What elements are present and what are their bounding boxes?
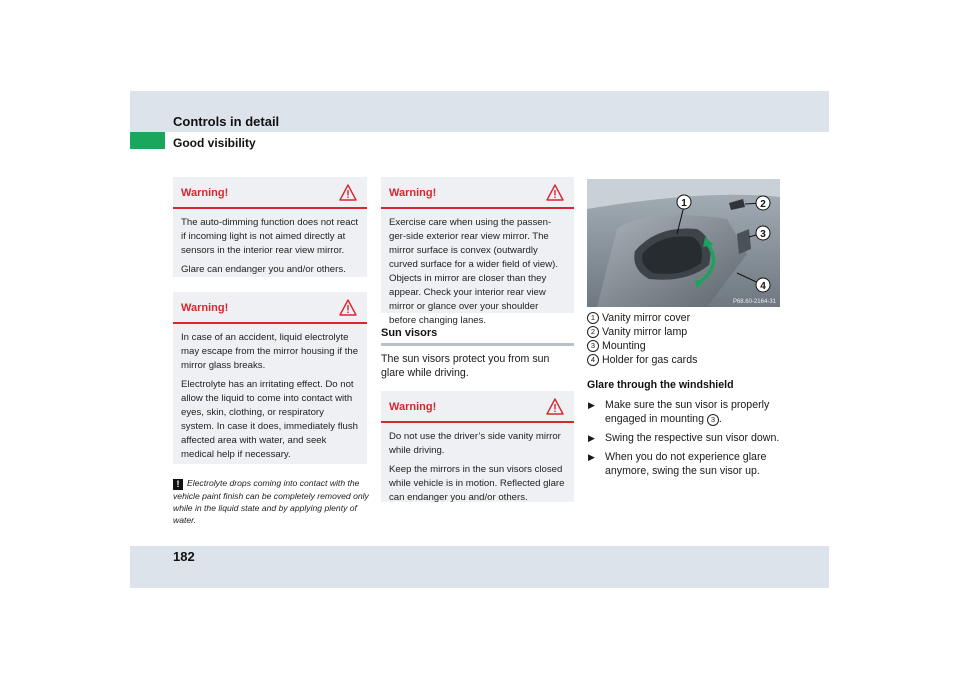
warning-triangle-icon xyxy=(339,299,357,316)
callout-number: 2 xyxy=(760,199,766,210)
warning-triangle-icon xyxy=(546,398,564,415)
footer-band xyxy=(130,546,829,588)
warning-header xyxy=(173,292,367,324)
warning-box-electrolyte xyxy=(173,292,367,464)
exclamation-note-icon: ! xyxy=(173,479,183,490)
warning-triangle-icon xyxy=(339,184,357,201)
note-text: Electrolyte drops coming into contact with the vehicle paint finish can be completely removed only while in the liquid state and by applying plenty of water. xyxy=(173,478,369,525)
callout-number: 3 xyxy=(760,229,766,240)
subsection-title: Good visibility xyxy=(173,136,256,150)
sun-visors-intro: The sun visors protect you from sun glare while driving. xyxy=(381,353,550,379)
callout-label: Holder for gas cards xyxy=(602,354,698,366)
warning-title: Warning! xyxy=(181,302,229,314)
callout-item xyxy=(587,339,797,353)
instruction-step xyxy=(587,431,787,445)
warning-paragraph: In case of an accident, liquid electrolyte may escape from the mirror housing if the mirror glass breaks. xyxy=(181,332,359,371)
warning-box-auto-dimming xyxy=(173,177,367,277)
paint-damage-note xyxy=(173,477,369,526)
callout-number: 4 xyxy=(760,281,766,292)
step-text: Make sure the sun visor is properly engaged in mounting 3 . xyxy=(605,399,770,425)
mounting-ref-number: 3 xyxy=(707,414,719,426)
instruction-step xyxy=(587,450,787,478)
callout-label: Mounting xyxy=(602,340,646,352)
callout-marker-2 xyxy=(756,196,770,210)
image-code: P68.60-2164-31 xyxy=(732,299,776,305)
warning-triangle-icon xyxy=(546,184,564,201)
warning-box-convex-mirror xyxy=(381,177,574,326)
warning-title: Warning! xyxy=(389,187,437,199)
warning-paragraph: Glare can endanger you and/or others. xyxy=(181,264,346,275)
step-arrow-icon: ▶ xyxy=(588,452,595,462)
step-text: Swing the respective sun visor down. xyxy=(605,432,780,444)
step-text: When you do not experience glare anymore, swing the sun visor up. xyxy=(605,451,767,477)
section-color-tab xyxy=(130,132,165,149)
warning-box-vanity-mirror xyxy=(381,391,574,502)
callout-number: 1 xyxy=(587,312,599,324)
callout-label: Vanity mirror cover xyxy=(602,312,691,324)
warning-paragraph: The auto-dimming function does not react if incoming light is not aimed directly at sensors in the interior rear view mirror. xyxy=(181,217,359,256)
section-title: Controls in detail xyxy=(173,114,280,129)
callout-item xyxy=(587,325,797,339)
warning-paragraph: Exercise care when using the passen-ger-side exterior rear view mirror. The mirror surface is convex (outwardly curved surface for a wider field of view). Objects in mirror are closer than they appear. Check your interior rear view mirror or glance over your shoulder before changing lanes. xyxy=(389,217,559,326)
sun-visor-photo xyxy=(587,179,780,307)
page-number: 182 xyxy=(173,549,195,564)
step-arrow-icon: ▶ xyxy=(588,400,595,410)
warning-title: Warning! xyxy=(181,187,229,199)
callout-number: 3 xyxy=(587,340,599,352)
callout-number: 1 xyxy=(681,198,687,209)
callout-marker-4 xyxy=(756,278,770,292)
warning-paragraph: Electrolyte has an irritating effect. Do not allow the liquid to come into contact with eyes, skin, clothing, or respiratory system. In case it does, immediately flush affected area with water, and seek medical help if necessary. xyxy=(181,379,359,460)
callout-label: Vanity mirror lamp xyxy=(602,326,688,338)
step-arrow-icon: ▶ xyxy=(588,433,595,443)
warning-body xyxy=(381,209,574,339)
warning-paragraph: Do not use the driver’s side vanity mirror while driving. xyxy=(389,431,561,456)
warning-body xyxy=(173,209,367,288)
instruction-step xyxy=(587,398,787,426)
sun-visor-illustration xyxy=(587,179,780,307)
warning-body xyxy=(173,324,367,473)
callout-number: 2 xyxy=(587,326,599,338)
callout-item xyxy=(587,311,797,325)
warning-title: Warning! xyxy=(389,401,437,413)
callout-legend xyxy=(587,311,797,367)
warning-header xyxy=(381,391,574,423)
callout-number: 4 xyxy=(587,354,599,366)
sun-visors-heading: Sun visors xyxy=(381,327,574,346)
warning-paragraph: Keep the mirrors in the sun visors closed while vehicle is in motion. Reflected glare can endanger you and/or others. xyxy=(389,464,565,503)
callout-marker-3 xyxy=(756,226,770,240)
callout-marker-1 xyxy=(677,195,691,209)
warning-header xyxy=(381,177,574,209)
callout-item xyxy=(587,353,797,367)
glare-windshield-heading: Glare through the windshield xyxy=(587,379,734,391)
warning-header xyxy=(173,177,367,209)
instruction-steps xyxy=(587,398,787,483)
warning-body xyxy=(381,423,574,516)
